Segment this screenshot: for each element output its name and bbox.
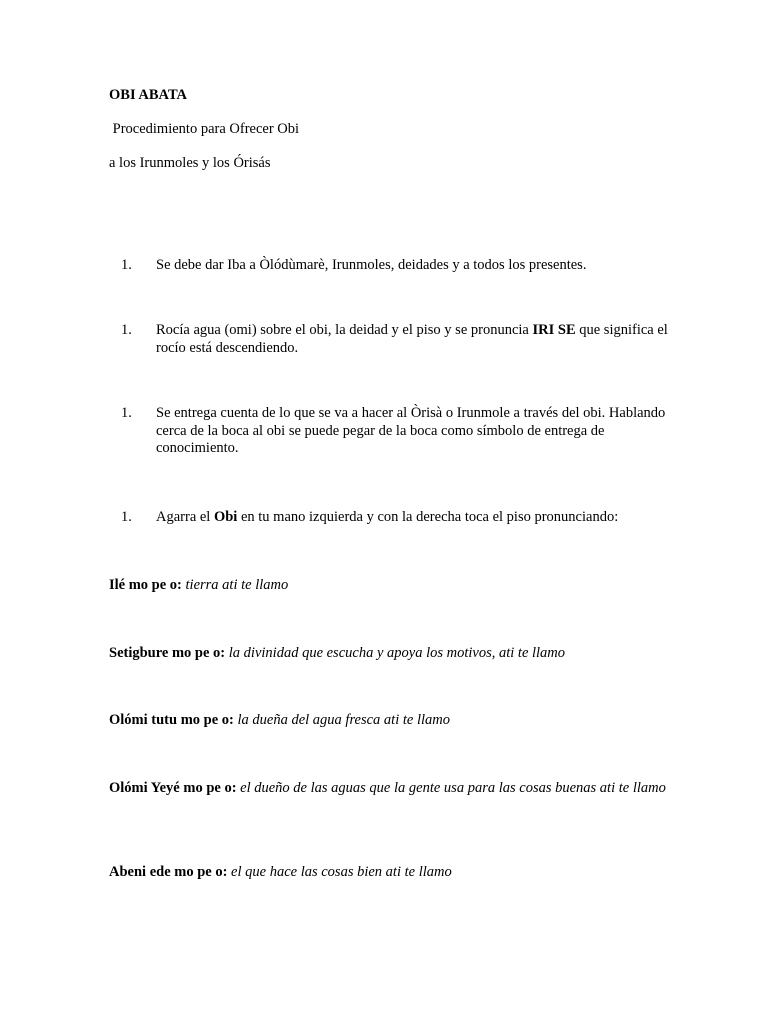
step-bold-term: IRI SE [532,322,576,338]
invocation-meaning: la divinidad que escucha y apoya los motivos, ati te llamo [225,645,566,661]
invocation-abeni-ede [109,863,669,881]
step-number: 1. [121,257,132,273]
step-text [156,509,676,527]
step-text [156,322,676,357]
invocation-meaning: el dueño de las aguas que la gente usa para las cosas buenas ati te llamo [236,780,666,796]
document-title: OBI ABATA [109,87,188,103]
step-text-after: en tu mano izquierda y con la derecha toca el piso pronunciando: [237,509,619,525]
step-text: Se debe dar Iba a Òlódùmarè, Irunmoles, deidades y a todos los presentes. [156,257,587,273]
invocation-setigbure [109,644,669,662]
step-number: 1. [121,322,132,338]
step-text-before: Agarra el [156,509,214,525]
invocation-phrase: Ilé mo pe o: [109,577,182,593]
step-number: 1. [121,509,132,525]
step-number: 1. [121,405,132,421]
invocation-ile [109,576,669,594]
invocation-olomi-tutu [109,711,669,729]
step-text-before: Rocía agua (omi) sobre el obi, la deidad y el piso y se pronuncia [156,322,533,338]
invocation-olomi-yeye [109,779,669,797]
invocation-phrase: Olómi tutu mo pe o: [109,712,234,728]
step-text: Se entrega cuenta de lo que se va a hacer al Òrisà o Irunmole a través del obi. Hablando cerca de la boca al obi se puede pegar de la boca como símbolo de entrega de conocimiento. [156,405,666,456]
document-subtitle-line-1: Procedimiento para Ofrecer Obi [109,121,300,137]
invocation-meaning: tierra ati te llamo [181,577,289,593]
document-subtitle-line-2: a los Irunmoles y los Órisás [109,155,271,171]
invocation-meaning: la dueña del agua fresca ati te llamo [233,712,450,728]
invocation-phrase: Setigbure mo pe o: [109,645,226,661]
invocation-meaning: el que hace las cosas bien ati te llamo [227,864,452,880]
step-text-after: que significa el rocío está descendiendo. [156,322,672,356]
invocation-phrase: Abeni ede mo pe o: [109,864,228,880]
invocation-phrase: Olómi Yeyé mo pe o: [109,780,237,796]
step-bold-term: Obi [213,509,238,525]
